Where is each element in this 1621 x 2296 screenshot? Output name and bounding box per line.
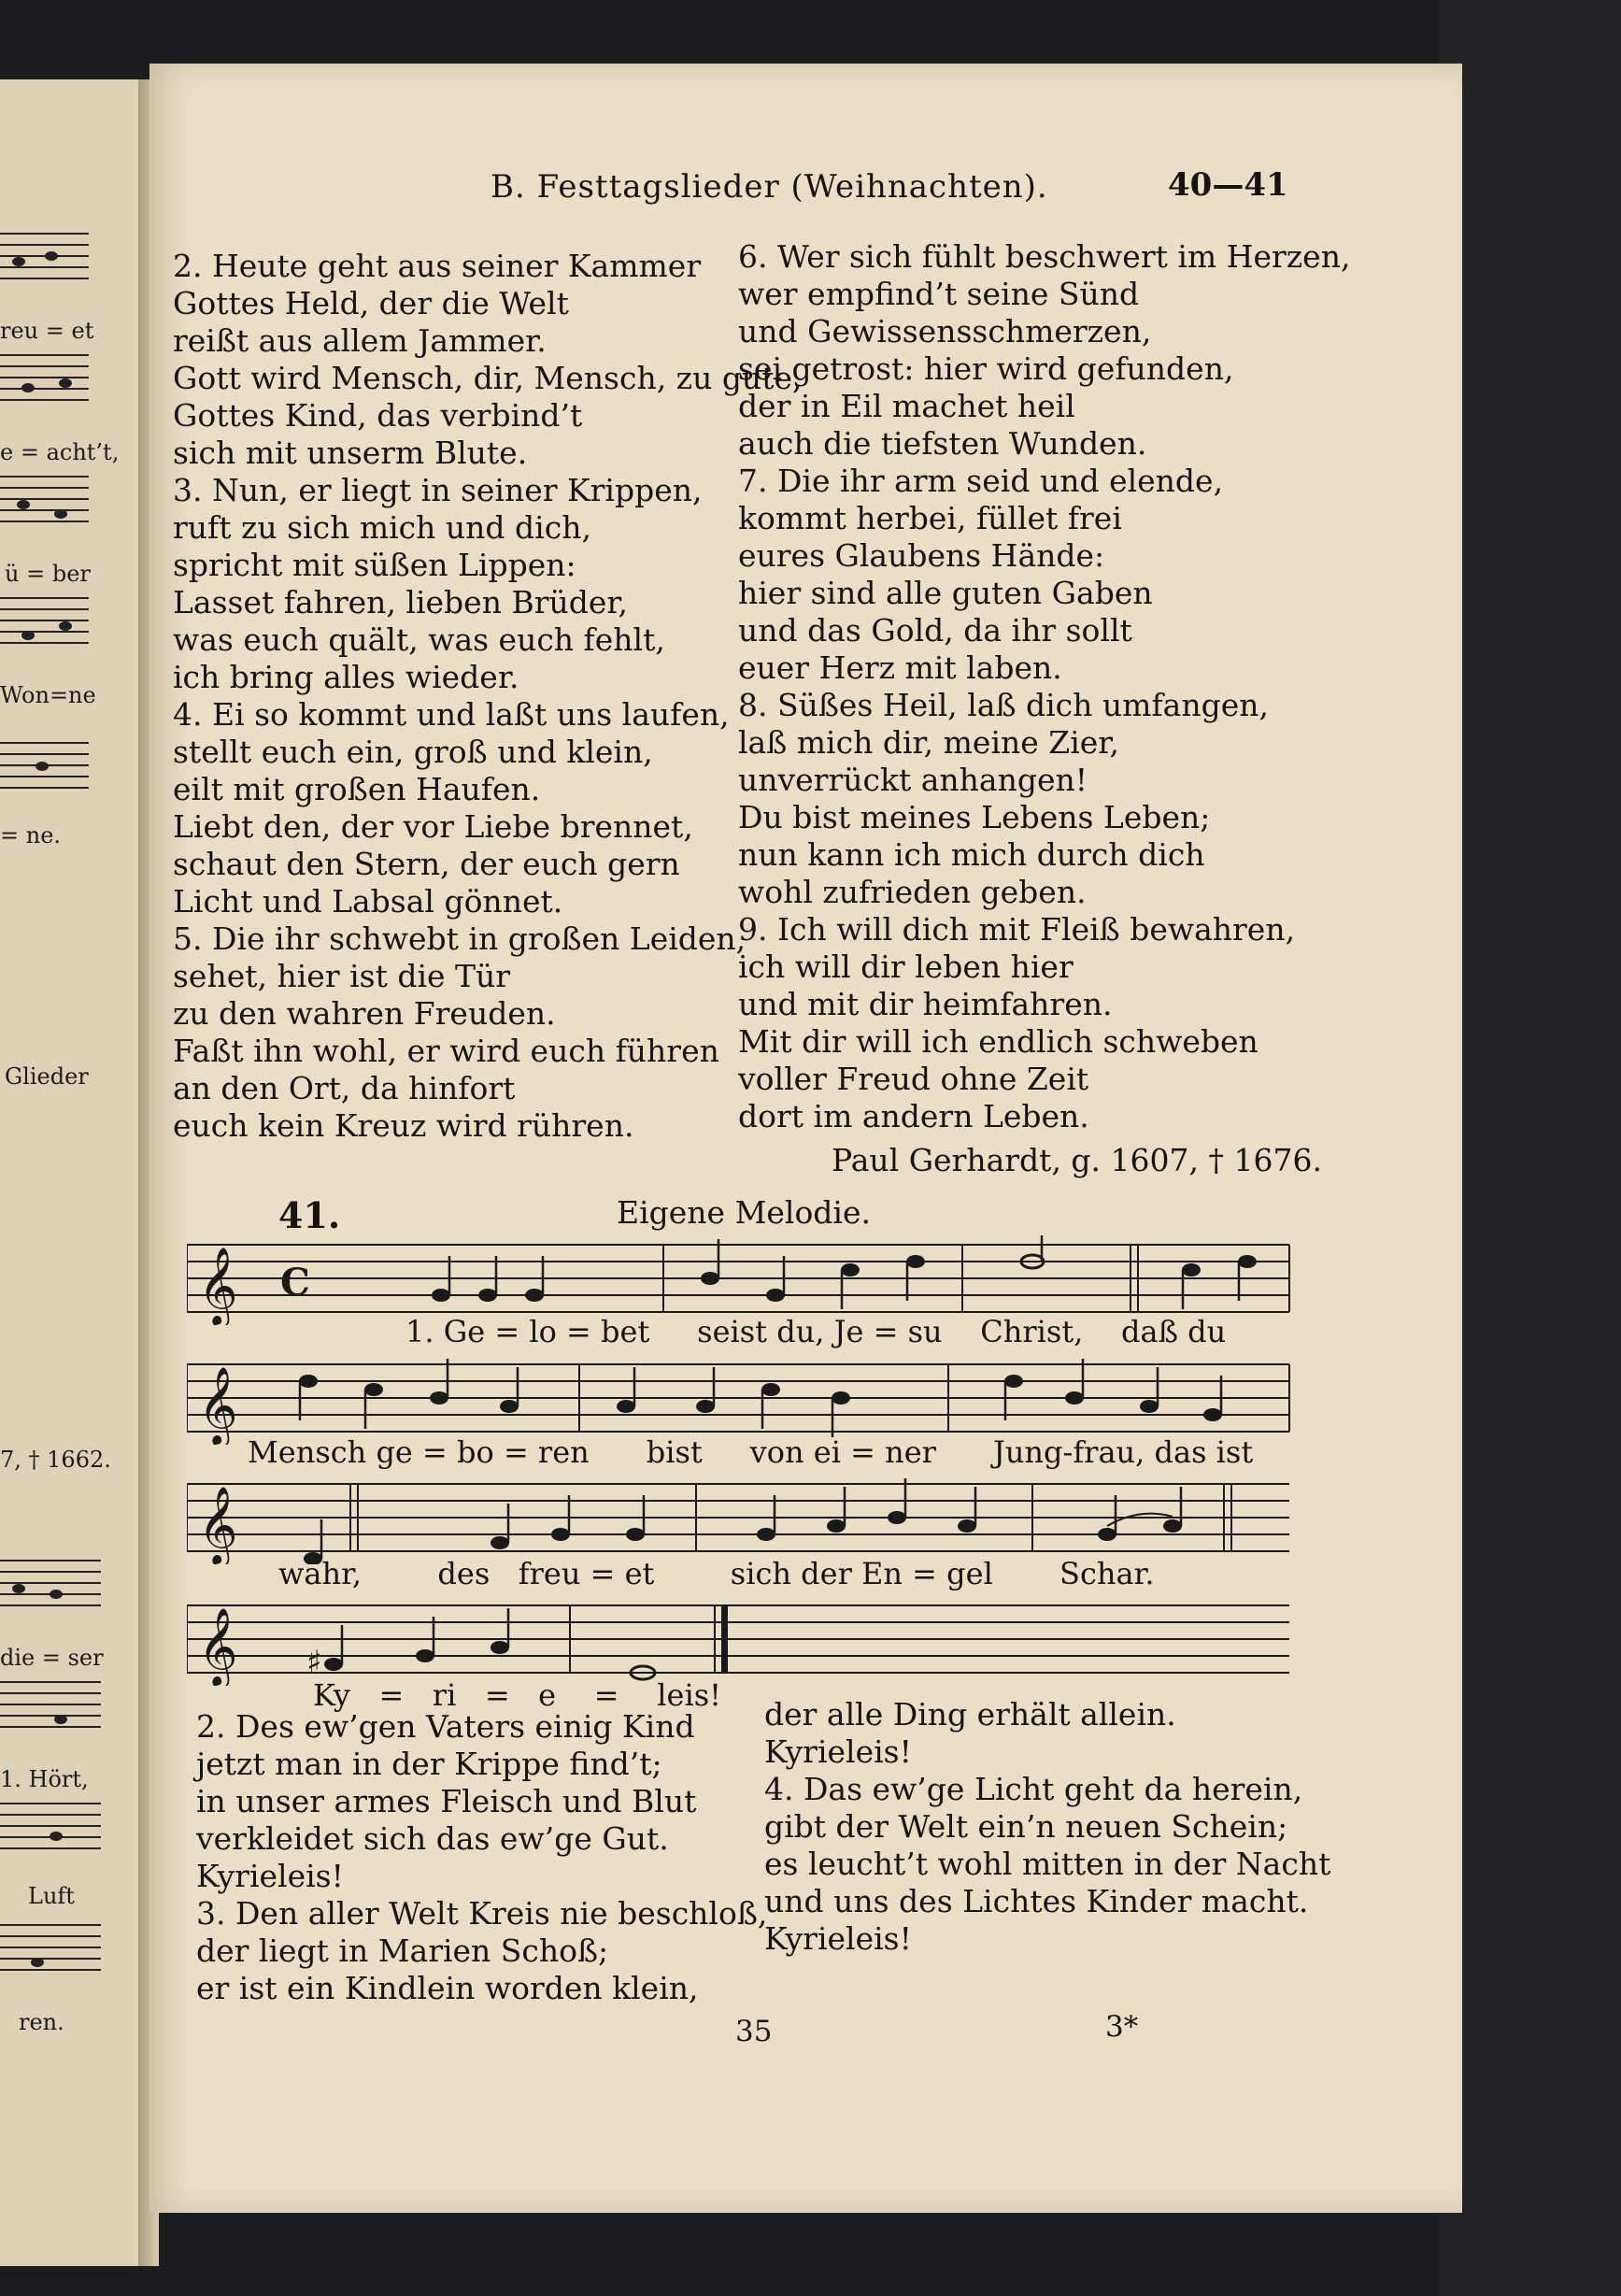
verse-line: Liebt den, der vor Liebe brennet, bbox=[173, 808, 693, 845]
verse-line: 5. Die ihr schwebt in großen Leiden, bbox=[173, 920, 747, 957]
lyric-hyphen: = bbox=[593, 1677, 619, 1713]
verse-line: Gottes Held, der die Welt bbox=[173, 285, 569, 321]
left-fragment-8: die = ser bbox=[0, 1645, 104, 1671]
verse-line: nun kann ich mich durch dich bbox=[738, 836, 1205, 873]
lyric-syllable: bist bbox=[646, 1434, 703, 1470]
lyric-syllable: daß bbox=[1121, 1314, 1178, 1349]
verse-line: euer Herz mit laben. bbox=[738, 649, 1062, 686]
music-staff-1 bbox=[187, 1235, 1294, 1325]
lyric-syllable: 1. Ge bbox=[405, 1314, 486, 1349]
verse-line: 7. Die ihr arm seid und elende, bbox=[738, 463, 1224, 499]
left-fragment-9: 1. Hört, bbox=[0, 1766, 89, 1792]
left-fragment-10: Luft bbox=[28, 1883, 75, 1909]
running-header-title: B. Festtagslieder (Weihnachten). bbox=[491, 168, 1048, 206]
staff-2-notation bbox=[187, 1355, 1294, 1445]
hymn41-number: 41. bbox=[278, 1194, 341, 1236]
verse-line: und mit dir heimfahren. bbox=[738, 986, 1113, 1022]
verse-line: ich bring alles wieder. bbox=[173, 659, 519, 695]
verse-line: eures Glaubens Hände: bbox=[738, 537, 1105, 574]
svg-text:𝄞: 𝄞 bbox=[198, 1365, 238, 1444]
lyric-syllable: gel bbox=[946, 1556, 993, 1591]
verse-line: Faßt ihn wohl, er wird euch führen bbox=[173, 1033, 719, 1069]
verse-line: 3. Nun, er liegt in seiner Krippen, bbox=[173, 472, 703, 508]
lyric-syllable: du, bbox=[776, 1314, 825, 1349]
verse-line: Kyrieleis! bbox=[764, 1920, 912, 1957]
lyric-syllable: En bbox=[861, 1556, 903, 1591]
lyric-hyphen: = bbox=[590, 1556, 616, 1591]
staff-4-notation bbox=[187, 1596, 1294, 1686]
lyric-hyphen: = bbox=[850, 1434, 875, 1470]
lyric-syllable: du bbox=[1187, 1314, 1227, 1349]
verse-line: 6. Wer sich fühlt beschwert im Herzen, bbox=[738, 238, 1351, 275]
verse-line: an den Ort, da hinfort bbox=[173, 1070, 516, 1106]
verse-line: Kyrieleis! bbox=[764, 1733, 912, 1770]
lyric-hyphen: = bbox=[494, 1314, 520, 1349]
staff-1-notation bbox=[187, 1235, 1294, 1325]
lyric-hyphen: = bbox=[484, 1677, 510, 1713]
verse-line: auch die tiefsten Wunden. bbox=[738, 425, 1147, 462]
verse-line: und uns des Lichtes Kinder macht. bbox=[764, 1883, 1309, 1919]
verse-line: wer empfind’t seine Sünd bbox=[738, 276, 1140, 312]
hymn40-right-column bbox=[738, 238, 1350, 1135]
verse-line: reißt aus allem Jammer. bbox=[173, 322, 547, 359]
verse-line: verkleidet sich das ew’ge Gut. bbox=[196, 1820, 669, 1857]
hymn40-attribution: Paul Gerhardt, g. 1607, † 1676. bbox=[832, 1142, 1322, 1178]
verse-line: kommt herbei, füllet frei bbox=[738, 500, 1122, 536]
verse-line: schaut den Stern, der euch gern bbox=[173, 846, 680, 882]
left-fragment-4: Won=ne bbox=[0, 682, 96, 708]
left-fragment-5: = ne. bbox=[0, 822, 62, 849]
hymn41-melody-label: Eigene Melodie. bbox=[617, 1194, 872, 1231]
svg-text:𝄞: 𝄞 bbox=[198, 1246, 238, 1324]
music-staff-2 bbox=[187, 1355, 1294, 1445]
lyric-syllable: e bbox=[538, 1677, 557, 1713]
svg-text:𝄞: 𝄞 bbox=[198, 1606, 238, 1685]
lyric-syllable: ren bbox=[537, 1434, 590, 1470]
verse-line: 4. Ei so kommt und laßt uns laufen, bbox=[173, 696, 730, 733]
verse-line: und Gewissensschmerzen, bbox=[738, 313, 1152, 349]
verse-line: eilt mit großen Haufen. bbox=[173, 771, 541, 807]
verse-line: in unser armes Fleisch und Blut bbox=[196, 1783, 697, 1819]
verse-line: wohl zufrieden geben. bbox=[738, 874, 1087, 910]
verse-line: spricht mit süßen Lippen: bbox=[173, 547, 576, 583]
lyric-syllable: lo bbox=[529, 1314, 557, 1349]
verse-line: ruft zu sich mich und dich, bbox=[173, 509, 591, 546]
verse-line: sehet, hier ist die Tür bbox=[173, 958, 511, 994]
verse-line: 4. Das ew’ge Licht geht da herein, bbox=[764, 1771, 1303, 1807]
lyric-syllable: seist bbox=[697, 1314, 768, 1349]
lyric-hyphen: = bbox=[873, 1314, 899, 1349]
left-fragment-1: reu = et bbox=[0, 318, 94, 344]
verse-line: sei getrost: hier wird gefunden, bbox=[738, 350, 1234, 387]
lyric-syllable: Schar. bbox=[1059, 1556, 1155, 1591]
lyric-syllable: das bbox=[1154, 1434, 1207, 1470]
lyric-hyphen: = bbox=[912, 1556, 937, 1591]
verse-line: Kyrieleis! bbox=[196, 1858, 344, 1894]
verse-line: zu den wahren Freuden. bbox=[173, 995, 556, 1032]
verse-line: was euch quält, was euch fehlt, bbox=[173, 621, 665, 658]
lyric-syllable: su bbox=[907, 1314, 943, 1349]
verse-line: der liegt in Marien Schoß; bbox=[196, 1932, 609, 1969]
verse-line: 9. Ich will dich mit Fleiß bewahren, bbox=[738, 911, 1296, 948]
lyric-hyphen: = bbox=[503, 1434, 529, 1470]
lyric-syllable: Jung-frau, bbox=[992, 1434, 1145, 1470]
lyric-syllable: et bbox=[624, 1556, 655, 1591]
verse-line: der alle Ding erhält allein. bbox=[764, 1696, 1176, 1733]
lyric-syllable: des bbox=[437, 1556, 491, 1591]
lyric-hyphen: = bbox=[422, 1434, 448, 1470]
lyric-syllable: wahr, bbox=[278, 1556, 363, 1591]
hymn41-verses-left bbox=[196, 1708, 767, 2007]
verse-line: 2. Heute geht aus seiner Kammer bbox=[173, 248, 702, 284]
lyric-hyphen: = bbox=[378, 1677, 405, 1713]
verse-line: gibt der Welt ein’n neuen Schein; bbox=[764, 1808, 1288, 1845]
verse-line: ich will dir leben hier bbox=[738, 948, 1074, 985]
lyric-syllable: bo bbox=[457, 1434, 494, 1470]
lyric-syllable: ge bbox=[376, 1434, 413, 1470]
verse-line: laß mich dir, meine Zier, bbox=[738, 724, 1119, 761]
left-fragment-3: ü = ber bbox=[5, 561, 91, 587]
music-staff-4 bbox=[187, 1596, 1294, 1686]
verse-line: unverrückt anhangen! bbox=[738, 762, 1088, 798]
lyric-syllable: Je bbox=[833, 1314, 864, 1349]
lyric-syllable: freu bbox=[518, 1556, 581, 1591]
verse-line: Du bist meines Lebens Leben; bbox=[738, 799, 1211, 835]
staff-3-notation bbox=[187, 1475, 1294, 1564]
verse-line: euch kein Kreuz wird rühren. bbox=[173, 1107, 634, 1144]
verse-line: jetzt man in der Krippe find’t; bbox=[196, 1746, 662, 1782]
left-fragment-11: ren. bbox=[19, 2009, 64, 2035]
music-staff-3 bbox=[187, 1475, 1294, 1564]
svg-text:𝄞: 𝄞 bbox=[198, 1485, 238, 1563]
verse-line: 8. Süßes Heil, laß dich umfangen, bbox=[738, 687, 1269, 723]
running-header-page-range: 40—41 bbox=[1168, 166, 1288, 204]
lyric-syllable: von bbox=[749, 1434, 804, 1470]
verse-line: hier sind alle guten Gaben bbox=[738, 575, 1153, 611]
lyric-syllable: ist bbox=[1216, 1434, 1254, 1470]
staff-3-lyrics bbox=[278, 1556, 1155, 1591]
verse-line: Mit dir will ich endlich schweben bbox=[738, 1023, 1258, 1060]
verse-line: sich mit unserm Blute. bbox=[173, 435, 528, 471]
verse-line: Licht und Labsal gönnet. bbox=[173, 883, 563, 920]
verse-line: Lasset fahren, lieben Brüder, bbox=[173, 584, 629, 620]
svg-text:♯: ♯ bbox=[306, 1644, 322, 1681]
verse-line: 3. Den aller Welt Kreis nie beschloß, bbox=[196, 1895, 768, 1932]
verse-line: der in Eil machet heil bbox=[738, 388, 1075, 424]
lyric-syllable: ei bbox=[813, 1434, 841, 1470]
verse-line: voller Freud ohne Zeit bbox=[738, 1061, 1089, 1097]
lyric-syllable: Ky bbox=[313, 1677, 350, 1713]
lyric-syllable: Mensch bbox=[248, 1434, 367, 1470]
verse-line: dort im andern Leben. bbox=[738, 1098, 1089, 1134]
lyric-syllable: bet bbox=[601, 1314, 650, 1349]
printer-signature: 3* bbox=[1105, 2010, 1139, 2044]
page-number: 35 bbox=[735, 2015, 773, 2048]
lyric-syllable: ner bbox=[885, 1434, 936, 1470]
background-right bbox=[1439, 0, 1621, 2296]
lyric-syllable: sich bbox=[730, 1556, 791, 1591]
lyric-syllable: ri bbox=[432, 1677, 457, 1713]
verse-line: 2. Des ew’gen Vaters einig Kind bbox=[196, 1708, 695, 1745]
left-fragment-6: Glieder bbox=[5, 1063, 89, 1090]
hymn41-verses-right bbox=[764, 1696, 1330, 1958]
staff-2-lyrics bbox=[248, 1434, 1253, 1470]
hymn40-left-column bbox=[173, 248, 802, 1145]
verse-line: Gottes Kind, das verbind’t bbox=[173, 397, 583, 434]
left-fragment-2: e = acht’t, bbox=[0, 439, 120, 465]
lyric-hyphen: = bbox=[566, 1314, 591, 1349]
lyric-syllable: der bbox=[801, 1556, 852, 1591]
lyric-syllable: Christ, bbox=[980, 1314, 1084, 1349]
lyric-syllable: leis! bbox=[657, 1677, 721, 1713]
verse-line: Gott wird Mensch, dir, Mensch, zu gute, bbox=[173, 360, 803, 396]
verse-line: stellt euch ein, groß und klein, bbox=[173, 734, 653, 770]
verse-line: es leucht’t wohl mitten in der Nacht bbox=[764, 1846, 1331, 1882]
svg-text:C: C bbox=[280, 1261, 310, 1305]
verse-line: er ist ein Kindlein worden klein, bbox=[196, 1970, 699, 2006]
verse-line: und das Gold, da ihr sollt bbox=[738, 612, 1132, 649]
staff-1-lyrics bbox=[405, 1314, 1226, 1349]
left-fragment-7: 7, † 1662. bbox=[0, 1447, 111, 1473]
